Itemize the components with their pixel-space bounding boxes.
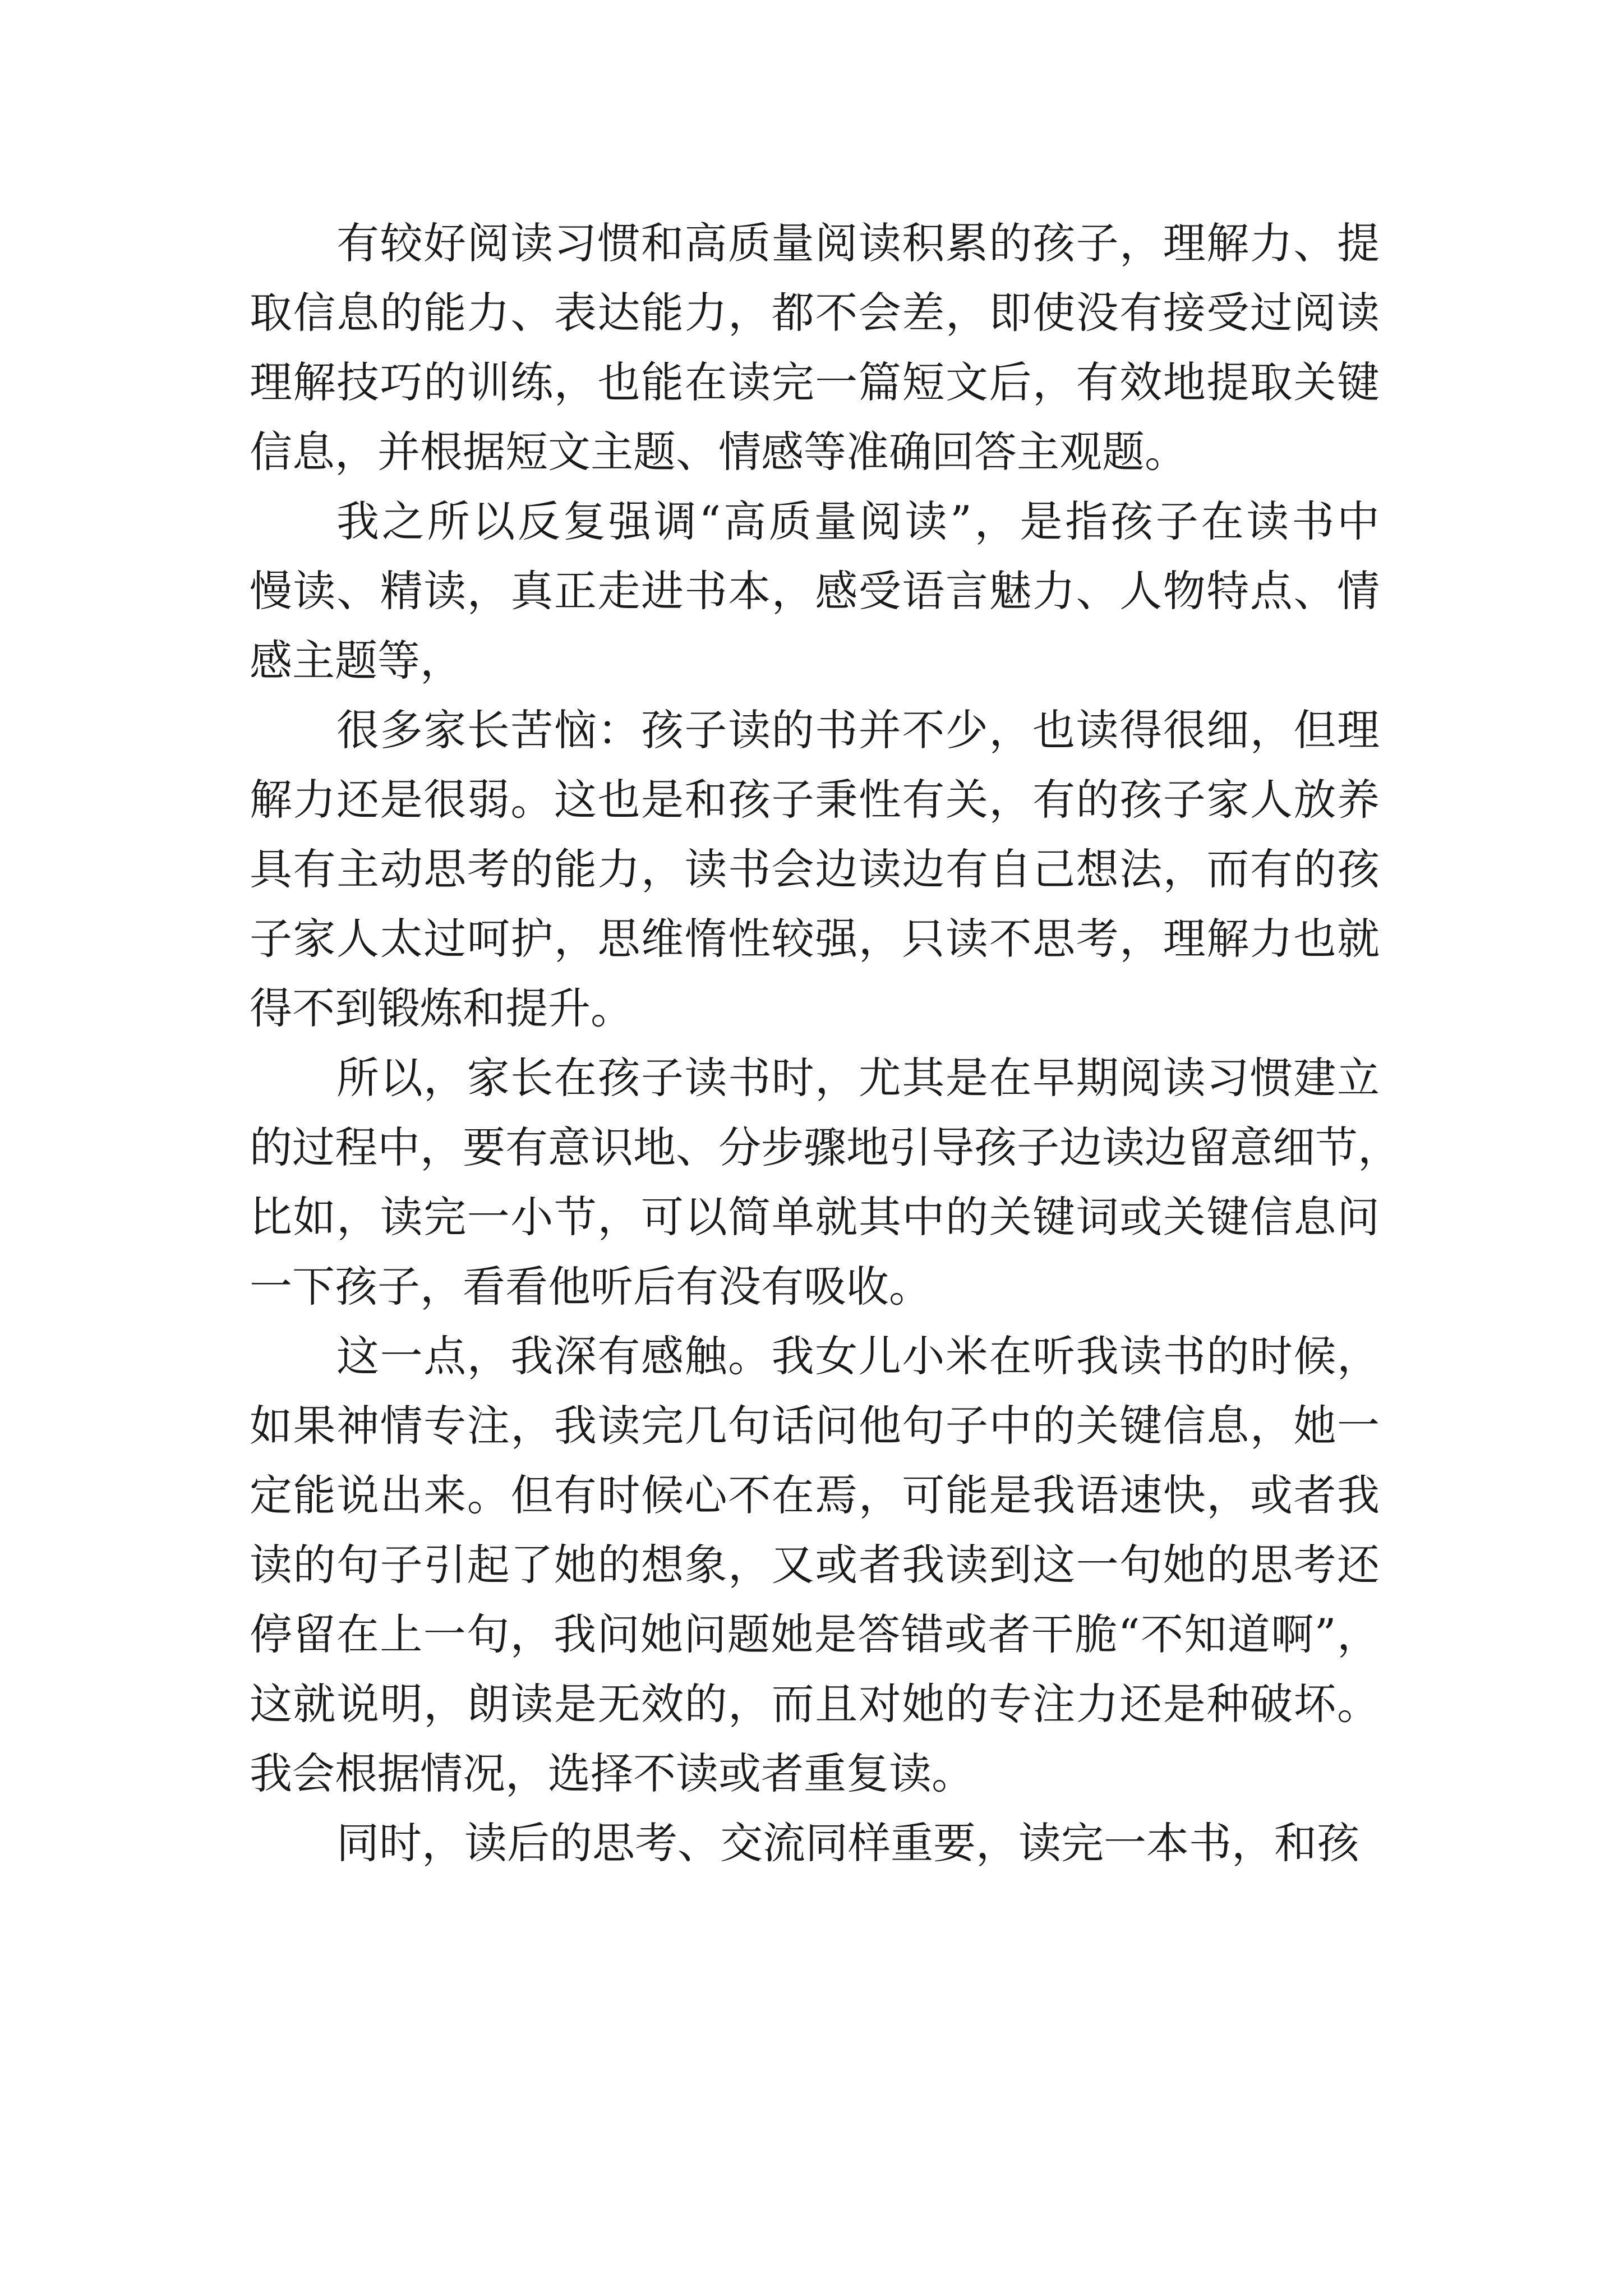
text-line: 同时，读后的思考、交流同样重要，读完一本书，和孩: [336, 1818, 1359, 1868]
text-line: 慢读、精读，真正走进书本，感受语言魅力、人物特点、情: [250, 566, 1380, 616]
text-line: 停留在上一句，我问她问题她是答错或者干脆“不知道啊”，: [250, 1609, 1380, 1659]
text-line: 具有主动思考的能力，读书会边读边有自己想法，而有的孩: [250, 844, 1380, 894]
text-line: 如果神情专注，我读完几句话问他句子中的关键信息，她一: [250, 1401, 1380, 1451]
text-line: 比如，读完一小节，可以简单就其中的关键词或关键信息问: [250, 1192, 1380, 1242]
text-line: 得不到锻炼和提升。: [250, 983, 633, 1033]
text-line: 这一点，我深有感触。我女儿小米在听我读书的时候，: [336, 1331, 1380, 1381]
text-line: 理解技巧的训练，也能在读完一篇短文后，有效地提取关键: [250, 357, 1380, 407]
document-body: [250, 209, 1400, 1878]
text-line: 信息，并根据短文主题、情感等准确回答主观题。: [250, 427, 1187, 477]
text-line: 感主题等，: [250, 636, 463, 685]
text-line: 一下孩子，看看他听后有没有吸收。: [250, 1262, 932, 1312]
text-line: 子家人太过呵护，思维惰性较强，只读不思考，理解力也就: [250, 914, 1380, 964]
paragraph-2: [250, 487, 1380, 696]
paragraph-1: [250, 209, 1380, 487]
text-line: 定能说出来。但有时候心不在焉，可能是我语速快，或者我: [250, 1470, 1380, 1520]
text-line: 解力还是很弱。这也是和孩子秉性有关，有的孩子家人放养: [250, 775, 1380, 825]
text-line: 我会根据情况，选择不读或者重复读。: [250, 1749, 974, 1798]
text-line: 我之所以反复强调“高质量阅读”，是指孩子在读书中: [336, 496, 1380, 546]
paragraph-3: [250, 696, 1380, 1043]
text-line: 这就说明，朗读是无效的，而且对她的专注力还是种破坏。: [250, 1679, 1380, 1729]
text-line: 所以，家长在孩子读书时，尤其是在早期阅读习惯建立: [336, 1053, 1380, 1103]
paragraph-4: [250, 1043, 1400, 1322]
text-line: 的过程中，要有意识地、分步骤地引导孩子边读边留意细节，: [250, 1122, 1400, 1172]
paragraph-5: [250, 1322, 1380, 1809]
text-line: 读的句子引起了她的想象，又或者我读到这一句她的思考还: [250, 1540, 1380, 1590]
text-line: 取信息的能力、表达能力，都不会差，即使没有接受过阅读: [250, 288, 1380, 338]
paragraph-6: [250, 1809, 1380, 1878]
text-line: 有较好阅读习惯和高质量阅读积累的孩子，理解力、提: [336, 218, 1380, 268]
text-line: 很多家长苦恼：孩子读的书并不少，也读得很细，但理: [336, 705, 1380, 755]
